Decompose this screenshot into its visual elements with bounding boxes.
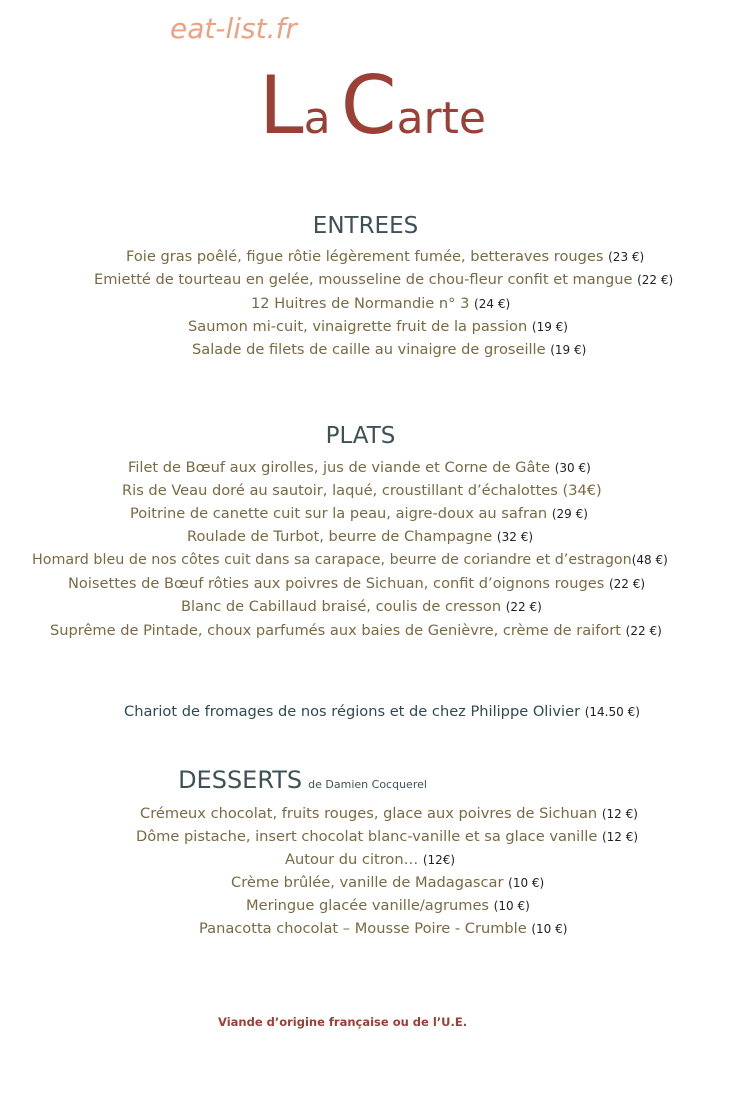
item-name: Saumon mi-cuit, vinaigrette fruit de la passion <box>188 318 528 335</box>
item-name: Salade de filets de caille au vinaigre de groseille <box>192 341 546 358</box>
item-price: (22 €) <box>637 273 674 287</box>
item-price: (22 €) <box>608 577 646 591</box>
item-name: Ris de Veau doré au sautoir, laqué, croustillant d’échalottes (34€) <box>122 482 602 499</box>
item-name: Emietté de tourteau en gelée, mousseline de chou-fleur confit et mangue <box>94 271 633 288</box>
cheese-item <box>124 701 640 723</box>
item-name: Blanc de Cabillaud braisé, coulis de cresson <box>181 598 502 615</box>
item-name: 12 Huitres de Normandie n° 3 <box>251 295 470 312</box>
item-price: (12 €) <box>601 807 638 821</box>
menu-item <box>140 803 638 825</box>
item-price: (19 €) <box>550 343 587 357</box>
item-price: (14.50 €) <box>584 705 640 719</box>
menu-item <box>136 826 638 848</box>
menu-item <box>192 339 586 361</box>
item-name: Poitrine de canette cuit sur la peau, aigre-doux au safran <box>130 505 548 522</box>
menu-item <box>50 620 662 642</box>
item-price: (32 €) <box>496 530 534 544</box>
plats-heading: PLATS <box>325 423 396 449</box>
footnote: Viande d’origine française ou de l’U.E. <box>218 1015 468 1029</box>
item-name: Panacotta chocolat – Mousse Poire - Crumble <box>199 920 527 937</box>
title-second-rest: arte <box>396 93 486 144</box>
item-price: (48 €) <box>631 553 668 567</box>
menu-item <box>199 918 567 940</box>
menu-item <box>32 549 668 571</box>
item-price: (22 €) <box>625 624 662 638</box>
menu-item <box>68 573 645 595</box>
watermark: eat-list.fr <box>170 12 297 45</box>
item-price: (10 €) <box>531 922 568 936</box>
menu-item <box>181 596 542 618</box>
item-name: Noisettes de Bœuf rôties aux poivres de Sichuan, confit d’oignons rouges <box>68 575 605 592</box>
item-name: Meringue glacée vanille/agrumes <box>246 897 490 914</box>
page-title <box>0 59 745 152</box>
item-name: Autour du citron… <box>285 851 419 868</box>
item-price: (30 €) <box>554 461 591 475</box>
menu-item <box>188 316 568 338</box>
item-name: Homard bleu de nos côtes cuit dans sa carapace, beurre de coriandre et d’estragon <box>32 552 632 568</box>
item-price: (10 €) <box>493 899 530 913</box>
menu-item <box>126 246 644 268</box>
menu-item <box>246 895 530 917</box>
item-price: (12€) <box>422 853 456 867</box>
item-name: Crème brûlée, vanille de Madagascar <box>231 874 504 891</box>
item-price: (23 €) <box>608 250 645 264</box>
menu-item <box>122 480 602 502</box>
item-name: Chariot de fromages de nos régions et de chez Philippe Olivier <box>124 703 581 720</box>
menu-item <box>285 849 455 871</box>
item-price: (10 €) <box>508 876 545 890</box>
title-first-letter: L <box>259 59 304 152</box>
item-name: Filet de Bœuf aux girolles, jus de viande et Corne de Gâte <box>128 459 551 476</box>
item-name: Suprême de Pintade, choux parfumés aux baies de Genièvre, crème de raifort <box>50 622 622 639</box>
item-name: Crémeux chocolat, fruits rouges, glace aux poivres de Sichuan <box>140 805 598 822</box>
item-price: (12 €) <box>601 830 639 844</box>
menu-item <box>130 503 588 525</box>
item-price: (24 €) <box>474 297 511 311</box>
desserts-subtitle: de Damien Cocquerel <box>308 778 427 791</box>
entrees-heading: ENTREES <box>312 213 419 239</box>
item-price: (22 €) <box>505 600 542 614</box>
item-price: (19 €) <box>531 320 568 334</box>
item-name: Roulade de Turbot, beurre de Champagne <box>187 528 493 545</box>
desserts-title: DESSERTS <box>178 766 303 794</box>
menu-item <box>128 457 591 479</box>
item-name: Dôme pistache, insert chocolat blanc-vanille et sa glace vanille <box>136 828 598 845</box>
menu-item <box>251 293 510 315</box>
title-second-letter: C <box>340 59 397 152</box>
item-name: Foie gras poêlé, figue rôtie légèrement fumée, betteraves rouges <box>126 248 604 265</box>
item-price: (29 €) <box>551 507 588 521</box>
menu-item <box>231 872 544 894</box>
desserts-heading <box>0 766 745 799</box>
menu-item <box>94 269 673 291</box>
title-first-rest: a <box>303 93 331 144</box>
menu-item <box>187 526 533 548</box>
